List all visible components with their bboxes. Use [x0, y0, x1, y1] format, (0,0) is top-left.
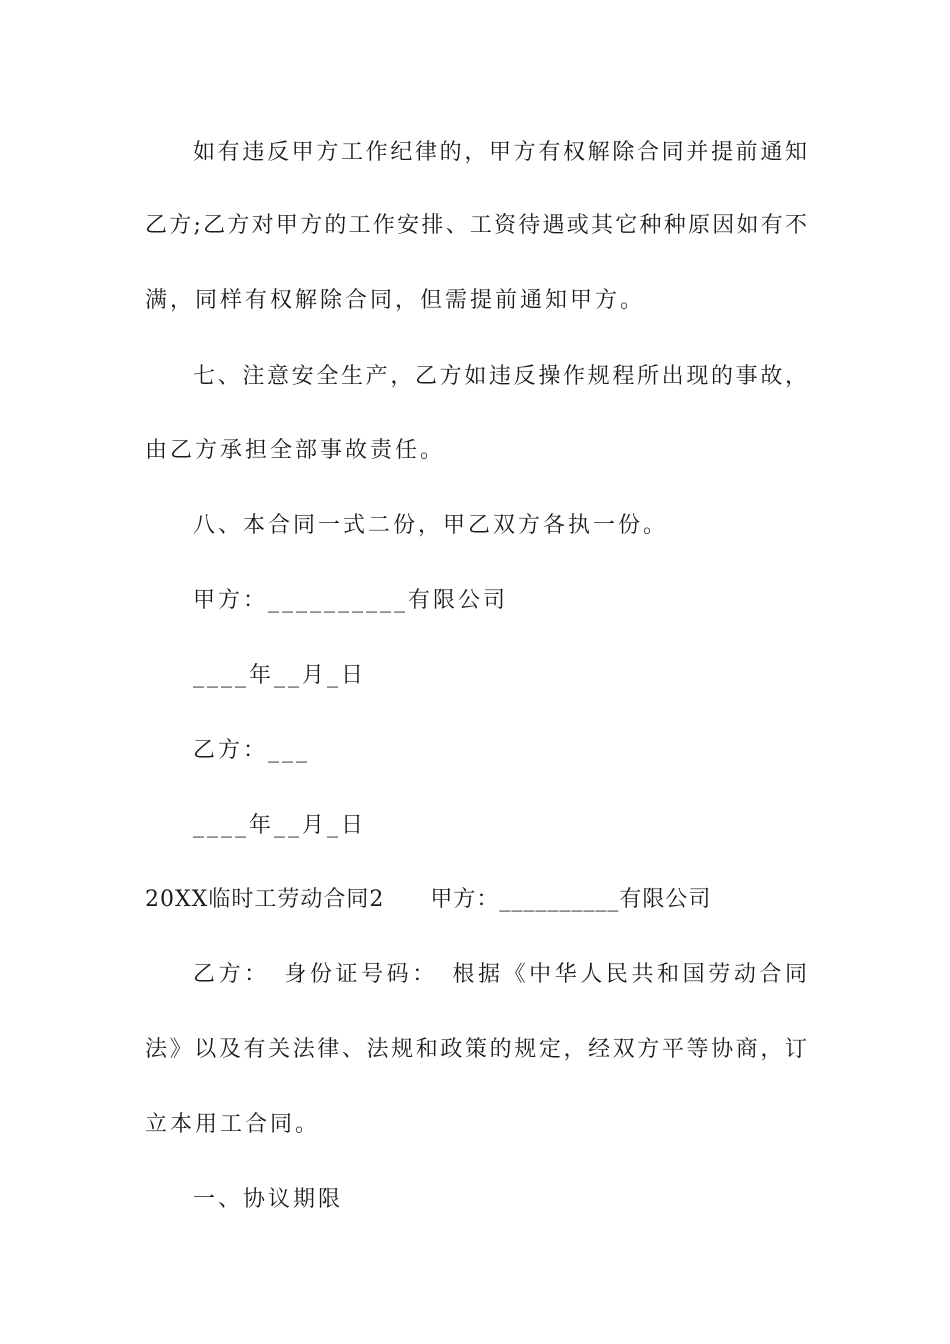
paragraph-line: 立本用工合同。: [145, 1112, 321, 1137]
party-b-signature-line: 乙方：___: [193, 738, 311, 763]
paragraph-line: 满，同样有权解除合同，但需提前通知甲方。: [145, 288, 646, 313]
paragraph-line: 如有违反甲方工作纪律的，甲方有权解除合同并提前通知: [193, 140, 807, 165]
contract-title-line: 20XX临时工劳动合同2 甲方：__________有限公司: [145, 887, 712, 912]
section-heading: 一、协议期限: [193, 1187, 344, 1212]
paragraph-line: 由乙方承担全部事故责任。: [145, 438, 446, 463]
paragraph-line: 乙方;乙方对甲方的工作安排、工资待遇或其它种种原因如有不: [145, 213, 807, 238]
paragraph-line: 乙方： 身份证号码： 根据《中华人民共和国劳动合同: [193, 962, 807, 987]
party-a-signature-line: 甲方：__________有限公司: [193, 588, 509, 613]
date-line: ____年__月_日: [193, 813, 367, 838]
date-line: ____年__月_日: [193, 663, 367, 688]
clause-seven-line: 七、注意安全生产，乙方如违反操作规程所出现的事故，: [193, 364, 807, 389]
clause-eight-line: 八、本合同一式二份，甲乙双方各执一份。: [193, 513, 669, 538]
paragraph-line: 法》以及有关法律、法规和政策的规定，经双方平等协商，订: [145, 1037, 807, 1062]
